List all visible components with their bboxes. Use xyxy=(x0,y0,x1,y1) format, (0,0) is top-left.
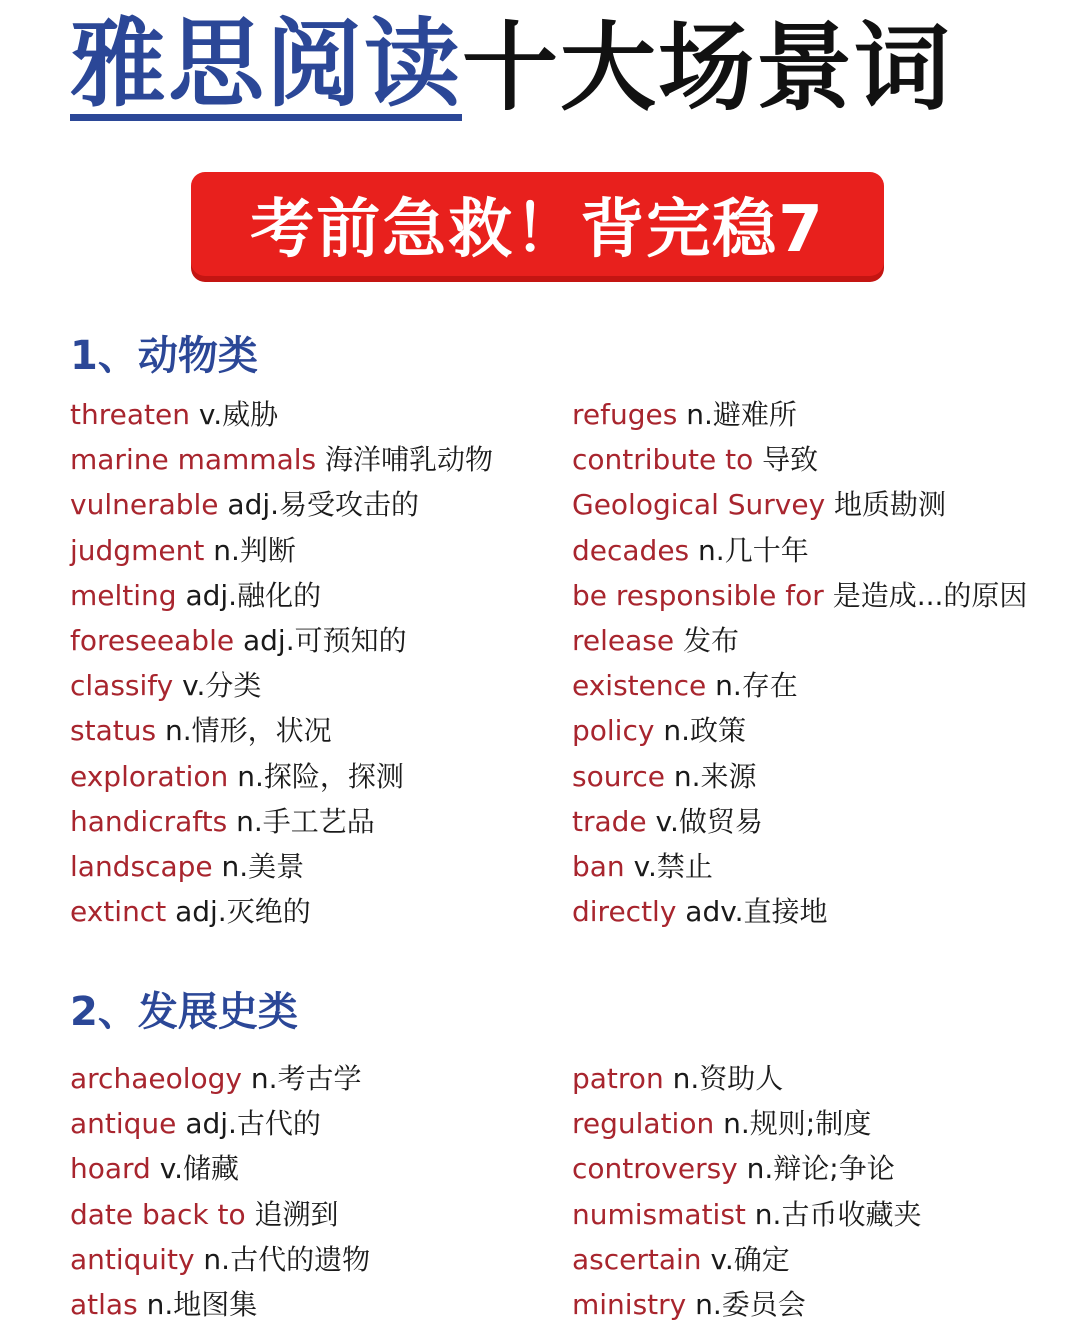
vocab-english: melting xyxy=(70,578,177,612)
vocab-item xyxy=(572,889,1027,934)
vocab-item xyxy=(572,1146,921,1191)
vocab-item xyxy=(572,437,1027,482)
vocab-item xyxy=(70,754,493,799)
vocab-english: ban xyxy=(572,849,625,883)
vocab-item xyxy=(572,663,1027,708)
vocab-chinese: n.考古学 xyxy=(241,1062,362,1095)
vocab-chinese: v.做贸易 xyxy=(646,804,763,838)
vocab-chinese: v.威胁 xyxy=(189,398,279,431)
vocab-item xyxy=(70,528,493,573)
vocab-chinese: 海洋哺乳动物 xyxy=(316,443,494,477)
vocab-item xyxy=(70,799,493,844)
vocab-english: directly xyxy=(572,895,677,929)
vocab-english: landscape xyxy=(70,849,213,883)
banner-text: 考前急救！背完稳7 xyxy=(250,193,825,267)
vocab-item xyxy=(70,844,493,889)
history-left-list xyxy=(70,1056,370,1327)
vocab-item xyxy=(70,663,493,708)
vocab-chinese: 追溯到 xyxy=(245,1197,339,1231)
vocab-chinese: adj.易受攻击的 xyxy=(218,488,420,522)
vocab-item xyxy=(572,1237,921,1282)
vocab-english: refuges xyxy=(572,398,678,431)
section-heading-animals: 1、动物类 xyxy=(70,333,258,379)
vocab-item xyxy=(572,482,1027,527)
vocab-english: patron xyxy=(572,1062,664,1095)
vocab-item xyxy=(572,1056,921,1101)
vocab-english: marine mammals xyxy=(70,443,317,477)
vocab-item xyxy=(70,573,493,618)
vocab-item xyxy=(572,618,1027,663)
vocab-chinese: 导致 xyxy=(753,443,819,477)
vocab-english: vulnerable xyxy=(70,488,219,522)
vocab-english: antique xyxy=(70,1107,177,1141)
vocab-chinese: adj.融化的 xyxy=(176,578,322,612)
vocab-english: extinct xyxy=(70,895,167,929)
vocab-chinese: adv.直接地 xyxy=(676,895,828,929)
vocab-english: trade xyxy=(572,804,647,838)
vocab-item xyxy=(572,799,1027,844)
vocab-item xyxy=(70,392,493,437)
vocab-item xyxy=(572,573,1027,618)
vocab-item xyxy=(70,889,493,934)
vocab-english: ministry xyxy=(572,1287,687,1321)
vocab-chinese: adj.灭绝的 xyxy=(166,895,311,929)
vocab-item xyxy=(70,437,493,482)
page-title xyxy=(70,8,952,128)
vocab-item xyxy=(572,754,1027,799)
vocab-english: classify xyxy=(70,669,174,703)
vocab-chinese: n.判断 xyxy=(204,533,296,567)
vocab-english: source xyxy=(572,759,665,793)
vocab-chinese: n.几十年 xyxy=(689,533,809,567)
vocab-chinese: v.分类 xyxy=(173,669,262,703)
vocab-chinese: n.情形，状况 xyxy=(156,714,332,748)
vocab-chinese: 是造成...的原因 xyxy=(823,578,1028,612)
vocab-chinese: v.确定 xyxy=(701,1242,790,1276)
banner xyxy=(191,172,884,276)
vocab-item xyxy=(572,528,1027,573)
vocab-item xyxy=(70,482,493,527)
vocab-item xyxy=(70,1237,370,1282)
vocab-chinese: n.存在 xyxy=(706,669,798,703)
history-right-list xyxy=(572,1056,921,1327)
vocab-chinese: n.政策 xyxy=(654,714,746,748)
vocab-chinese: n.委员会 xyxy=(686,1287,806,1321)
vocab-chinese: v.禁止 xyxy=(624,849,713,883)
vocab-item xyxy=(572,1282,921,1327)
vocab-english: atlas xyxy=(70,1287,138,1321)
vocab-item xyxy=(70,1282,370,1327)
vocab-english: policy xyxy=(572,714,655,748)
title-highlight: 雅思阅读 xyxy=(70,7,462,120)
vocab-english: controversy xyxy=(572,1152,738,1186)
vocab-chinese: v.储藏 xyxy=(150,1152,240,1186)
vocab-chinese: n.来源 xyxy=(664,759,757,793)
vocab-item xyxy=(572,392,1027,437)
vocab-english: exploration xyxy=(70,759,229,793)
vocab-english: date back to xyxy=(70,1197,246,1231)
vocab-chinese: n.地图集 xyxy=(137,1287,258,1321)
vocab-english: antiquity xyxy=(70,1242,195,1276)
animals-right-list xyxy=(572,392,1027,934)
vocab-item xyxy=(70,1146,370,1191)
vocab-item xyxy=(70,708,493,753)
vocab-english: handicrafts xyxy=(70,804,228,838)
vocab-item xyxy=(572,844,1027,889)
vocab-english: archaeology xyxy=(70,1062,242,1095)
vocab-english: contribute to xyxy=(572,443,754,477)
vocab-chinese: n.古代的遗物 xyxy=(194,1242,371,1276)
vocab-item xyxy=(70,1192,370,1237)
vocab-english: regulation xyxy=(572,1107,715,1141)
title-rest: 十大场景词 xyxy=(462,12,952,124)
vocab-chinese: 发布 xyxy=(674,623,740,657)
vocab-item xyxy=(572,708,1027,753)
vocab-item xyxy=(70,1056,370,1101)
vocab-chinese: adj.可预知的 xyxy=(234,623,407,657)
vocab-chinese: n.辩论;争论 xyxy=(737,1152,895,1186)
vocab-english: hoard xyxy=(70,1152,151,1186)
vocab-chinese: adj.古代的 xyxy=(176,1107,321,1141)
vocab-english: ascertain xyxy=(572,1242,702,1276)
vocab-english: judgment xyxy=(70,533,205,567)
vocab-chinese: n.手工艺品 xyxy=(227,804,375,838)
vocab-item xyxy=(70,618,493,663)
vocab-chinese: n.避难所 xyxy=(677,398,797,431)
vocab-chinese: n.美景 xyxy=(212,849,305,883)
vocab-english: release xyxy=(572,623,675,657)
vocab-item xyxy=(572,1192,921,1237)
vocab-english: decades xyxy=(572,533,690,567)
vocab-english: status xyxy=(70,714,157,748)
vocab-english: existence xyxy=(572,669,707,703)
vocab-english: Geological Survey xyxy=(572,488,826,522)
animals-left-list xyxy=(70,392,493,934)
vocab-english: be responsible for xyxy=(572,578,824,612)
vocab-english: numismatist xyxy=(572,1197,746,1231)
vocab-english: foreseeable xyxy=(70,623,235,657)
vocab-chinese: n.资助人 xyxy=(663,1062,784,1095)
vocab-chinese: n.规则;制度 xyxy=(714,1107,872,1141)
section-heading-history: 2、发展史类 xyxy=(70,989,298,1035)
vocab-item xyxy=(70,1101,370,1146)
vocab-chinese: n.探险，探测 xyxy=(228,759,404,793)
vocab-item xyxy=(572,1101,921,1146)
vocab-chinese: n.古币收藏夹 xyxy=(745,1197,922,1231)
vocab-english: threaten xyxy=(70,398,190,431)
vocab-chinese: 地质勘测 xyxy=(825,488,947,522)
